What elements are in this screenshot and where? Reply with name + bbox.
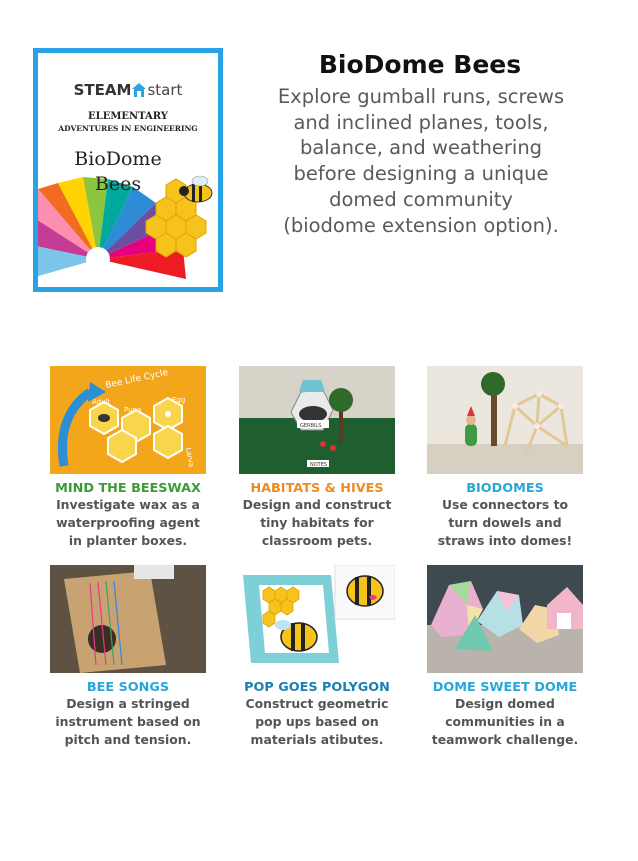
svg-text:NOTES: NOTES	[310, 462, 328, 468]
svg-text:Egg: Egg	[172, 396, 186, 404]
svg-text:GERBILS: GERBILS	[300, 423, 322, 429]
popup-bee-photo	[239, 565, 395, 673]
brand-logo: STEAM start	[73, 81, 183, 99]
svg-text:Pupa: Pupa	[124, 406, 142, 414]
dowel-dome-photo	[427, 366, 583, 474]
activity-habitats-and-hives	[222, 366, 412, 550]
svg-text:Larva: Larva	[184, 446, 196, 468]
string-instrument-photo	[50, 565, 206, 673]
activity-biodomes	[410, 366, 600, 550]
cover-title: BioDome Bees	[74, 148, 162, 195]
activity-dome-sweet-dome	[410, 565, 600, 749]
book-cover	[33, 48, 223, 292]
activity-title: HABITATS & HIVES	[250, 481, 384, 496]
cover-subtitle: ELEMENTARY ADVENTURES IN ENGINEERING	[58, 111, 198, 133]
page-title: BioDome Bees	[318, 50, 522, 79]
activity-title: BEE SONGS	[86, 680, 170, 695]
activity-pop-goes-polygon	[222, 565, 412, 749]
activity-title: MIND THE BEESWAX	[55, 481, 201, 496]
activity-description: Investigate wax as a waterproofing agent in planter boxes.	[56, 497, 200, 548]
activity-mind-the-beeswax	[33, 366, 223, 550]
activity-description: Design a stringed instrument based on pitch and tension.	[55, 696, 201, 747]
paper-domes-photo	[427, 565, 583, 673]
activity-description: Construct geometric pop ups based on materials atibutes.	[245, 696, 389, 747]
activity-description: Design and construct tiny habitats for classroom pets.	[242, 497, 392, 548]
beeswax-life-cycle-photo	[50, 366, 206, 474]
activity-title: DOME SWEET DOME	[432, 680, 578, 695]
svg-text:Bee Life Cycle: Bee Life Cycle	[104, 367, 170, 391]
activity-description: Use connectors to turn dowels and straws into domes!	[437, 497, 573, 548]
activity-title: BIODOMES	[466, 481, 544, 496]
svg-text:Adult: Adult	[92, 398, 111, 406]
activity-description: Design domed communities in a teamwork challenge.	[431, 696, 579, 747]
page-description: Explore gumball runs, screws and inclined planes, tools, balance, and weathering before designing a unique domed community (biodome extension option).	[277, 85, 565, 237]
habitat-model-photo	[239, 366, 395, 474]
activity-title: POP GOES POLYGON	[244, 680, 390, 695]
house-logo-icon	[132, 83, 146, 97]
activity-bee-songs	[33, 565, 223, 749]
